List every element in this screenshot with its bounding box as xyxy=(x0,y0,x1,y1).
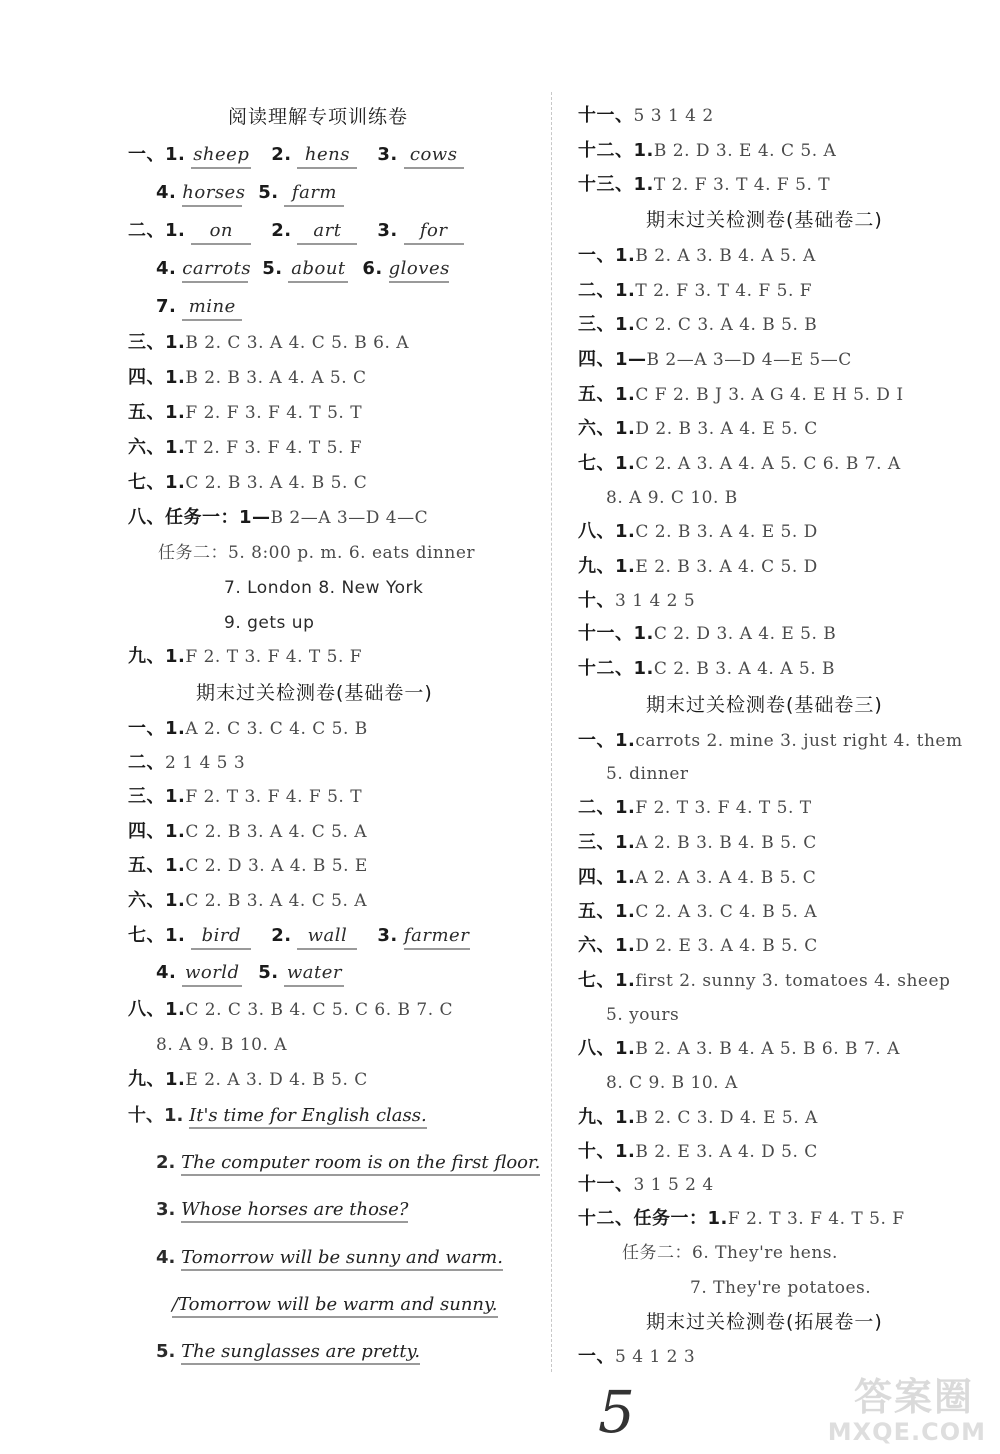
answer-line: 六、1.D 2. E 3. A 4. B 5. C xyxy=(578,935,818,956)
answer-line: 一、1. sheep 2. hens 3. cows xyxy=(128,143,464,167)
answer-line: 7. mine xyxy=(156,295,242,319)
answer-line: 四、1.A 2. A 3. A 4. B 5. C xyxy=(578,867,817,888)
sentence-answer: /Tomorrow will be warm and sunny. xyxy=(172,1293,498,1321)
answer-line: 六、1.T 2. F 3. F 4. T 5. F xyxy=(128,437,363,458)
answer-line: 一、5 4 1 2 3 xyxy=(578,1346,696,1367)
answer-line: 七、1.first 2. sunny 3. tomatoes 4. sheep xyxy=(578,970,951,991)
answer-line: 三、1.C 2. C 3. A 4. B 5. B xyxy=(578,314,818,335)
answer-line: 八、1.C 2. B 3. A 4. E 5. D xyxy=(578,521,818,542)
section-title-basic3: 期末过关检测卷(基础卷三) xyxy=(646,694,883,716)
answer-line: 八、任务一：1—B 2—A 3—D 4—C xyxy=(128,507,429,528)
answer-line: 任务二：6. They're hens. xyxy=(622,1243,838,1263)
answer-line: 八、1.B 2. A 3. B 4. A 5. B 6. B 7. A xyxy=(578,1038,900,1059)
answer-line: 十三、1.T 2. F 3. T 4. F 5. T xyxy=(578,174,831,195)
page-number: 5 xyxy=(598,1378,635,1446)
answer-line: 十二、任务一：1.F 2. T 3. F 4. T 5. F xyxy=(578,1208,905,1229)
answer-line: 九、1.E 2. A 3. D 4. B 5. C xyxy=(128,1069,368,1090)
answer-line: 七、1.C 2. B 3. A 4. B 5. C xyxy=(128,472,368,493)
answer-line: 8. A 9. B 10. A xyxy=(156,1035,288,1055)
answer-line: 五、1.C 2. D 3. A 4. B 5. E xyxy=(128,855,368,876)
answer-line: 三、1.F 2. T 3. F 4. F 5. T xyxy=(128,786,363,807)
answer-line: 三、1.A 2. B 3. B 4. B 5. C xyxy=(578,832,817,853)
sentence-answer: 3. Whose horses are those? xyxy=(156,1198,408,1226)
sentence-answer: 5. The sunglasses are pretty. xyxy=(156,1340,420,1368)
answer-line: 十一、3 1 5 2 4 xyxy=(578,1174,714,1195)
answer-line: 六、1.C 2. B 3. A 4. C 5. A xyxy=(128,890,368,911)
answer-line: 三、1.B 2. C 3. A 4. C 5. B 6. A xyxy=(128,332,410,353)
answer-line: 五、1.C 2. A 3. C 4. B 5. A xyxy=(578,901,818,922)
answer-line: 四、1.C 2. B 3. A 4. C 5. A xyxy=(128,821,368,842)
answer-line: 9. gets up xyxy=(224,613,315,633)
answer-line: 任务二：5. 8:00 p. m. 6. eats dinner xyxy=(158,543,476,563)
answer-line: 六、1.D 2. B 3. A 4. E 5. C xyxy=(578,418,818,439)
answer-line: 4. world 5. water xyxy=(156,961,344,985)
answer-line: 八、1.C 2. C 3. B 4. C 5. C 6. B 7. C xyxy=(128,999,454,1020)
answer-line: 十二、1.B 2. D 3. E 4. C 5. A xyxy=(578,140,837,161)
answer-line: 五、1.C F 2. B J 3. A G 4. E H 5. D I xyxy=(578,384,904,405)
answer-line: 二、2 1 4 5 3 xyxy=(128,752,246,773)
watermark-logo: 答案圈 MXQE.COM xyxy=(827,1375,986,1446)
answer-line: 九、1.B 2. C 3. D 4. E 5. A xyxy=(578,1107,818,1128)
answer-line: 一、1.B 2. A 3. B 4. A 5. A xyxy=(578,245,816,266)
answer-line: 二、1.F 2. T 3. F 4. T 5. T xyxy=(578,797,812,818)
answer-line: 8. A 9. C 10. B xyxy=(606,488,738,508)
answer-line: 二、1.T 2. F 3. T 4. F 5. F xyxy=(578,280,813,301)
answer-line: 4. carrots 5. about 6. gloves xyxy=(156,257,449,281)
answer-line: 5. dinner xyxy=(606,764,689,784)
answer-line: 九、1.F 2. T 3. F 4. T 5. F xyxy=(128,646,363,667)
answer-line: 十一、1.C 2. D 3. A 4. E 5. B xyxy=(578,623,837,644)
column-divider xyxy=(551,92,552,1372)
section-title-extended1: 期末过关检测卷(拓展卷一) xyxy=(646,1311,883,1333)
answer-line: 一、1.A 2. C 3. C 4. C 5. B xyxy=(128,718,368,739)
answer-line: 十、3 1 4 2 5 xyxy=(578,590,696,611)
answer-line: 七、1. bird 2. wall 3. farmer xyxy=(128,924,470,948)
sentence-answer: 2. The computer room is on the first floor. xyxy=(156,1151,540,1179)
answer-line: 四、1.B 2. B 3. A 4. A 5. C xyxy=(128,367,367,388)
answer-line: 五、1.F 2. F 3. F 4. T 5. T xyxy=(128,402,363,423)
answer-line: 十二、1.C 2. B 3. A 4. A 5. B xyxy=(578,658,836,679)
answer-line: 7. They're potatoes. xyxy=(690,1278,872,1298)
answer-line: 8. C 9. B 10. A xyxy=(606,1073,738,1093)
answer-line: 四、1—B 2—A 3—D 4—E 5—C xyxy=(578,349,852,370)
answer-line: 九、1.E 2. B 3. A 4. C 5. D xyxy=(578,556,818,577)
answer-line: 7. London 8. New York xyxy=(224,578,424,598)
answer-line: 十、1.B 2. E 3. A 4. D 5. C xyxy=(578,1141,818,1162)
section-title-basic2: 期末过关检测卷(基础卷二) xyxy=(646,209,883,231)
answer-line: 十一、5 3 1 4 2 xyxy=(578,105,714,126)
section-title-reading: 阅读理解专项训练卷 xyxy=(228,106,409,128)
sentence-answer: 4. Tomorrow will be sunny and warm. xyxy=(156,1246,503,1274)
sentence-answer: 十、1. It's time for English class. xyxy=(128,1104,427,1132)
answer-line: 5. yours xyxy=(606,1005,680,1025)
answer-line: 七、1.C 2. A 3. A 4. A 5. C 6. B 7. A xyxy=(578,453,901,474)
answer-line: 二、1. on 2. art 3. for xyxy=(128,219,464,243)
answer-line: 4. horses 5. farm xyxy=(156,181,344,205)
answer-line: 一、1.carrots 2. mine 3. just right 4. them xyxy=(578,730,963,751)
section-title-basic1: 期末过关检测卷(基础卷一) xyxy=(196,682,433,704)
